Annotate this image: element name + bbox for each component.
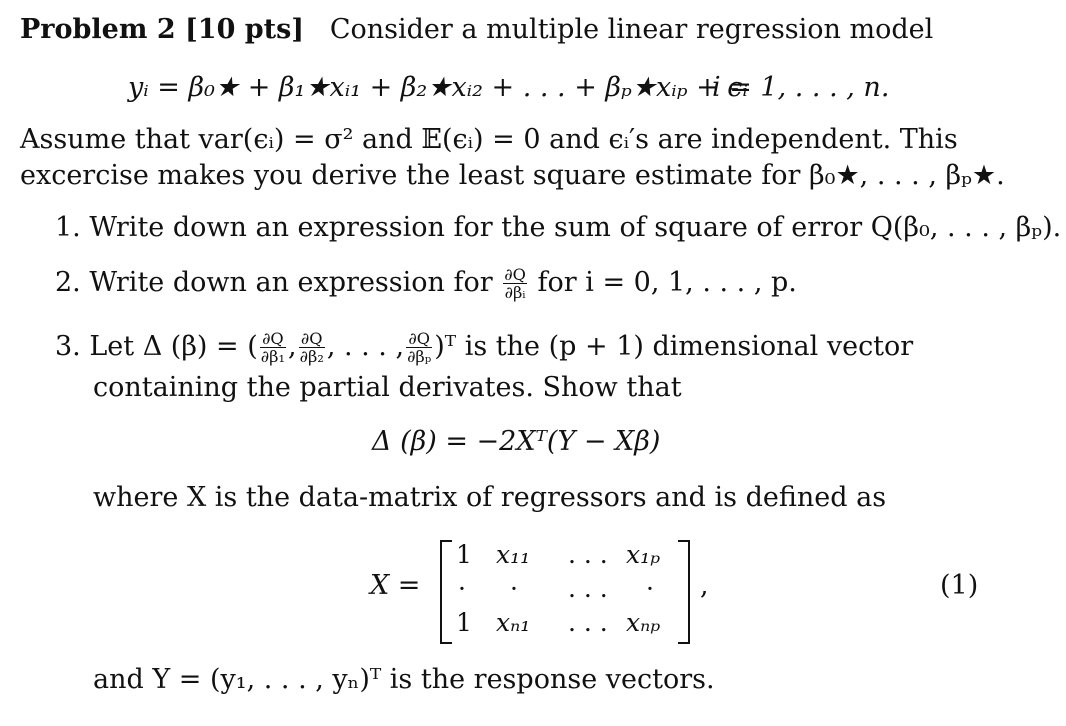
matrix-cell: . . .	[568, 574, 608, 603]
partial-q-fraction: $\frac{\partial Q}{\text{∂βᵢ}}$	[504, 265, 526, 302]
matrix-right-bracket	[678, 540, 690, 644]
item-2-text-before: Write down an expression for	[89, 267, 493, 298]
assumption-line-2: excercise makes you derive the least square estimate for β₀★, . . . , βₚ★.	[20, 160, 1005, 191]
matrix-cell: xₙ₁	[496, 608, 531, 637]
data-matrix	[440, 540, 690, 640]
model-equation	[128, 72, 748, 103]
matrix-cell: xₙₚ	[626, 608, 661, 637]
matrix-cell: x₁₁	[496, 540, 531, 569]
partial-q-betap-fraction: $\frac{\partial Q}{\text{∂βₚ}}$	[407, 329, 432, 366]
closing-line: and Y = (y₁, . . . , yₙ)ᵀ is the response vectors.	[93, 664, 715, 695]
matrix-cell: 1	[456, 608, 472, 637]
model-equation-range: i = 1, . . . , n.	[712, 72, 890, 103]
model-equation-lhs: yᵢ = β₀★ + β₁★xᵢ₁ + β₂★xᵢ₂ + . . . + βₚ★xᵢₚ + ϵᵢ	[128, 72, 748, 103]
item-1-text: Write down an expression for the sum of square of error Q(β₀, . . . , βₚ).	[89, 212, 1062, 243]
item-2-number: 2.	[55, 267, 81, 298]
item-1-number: 1.	[55, 212, 81, 243]
item-3-line-2: containing the partial derivates. Show that	[93, 372, 682, 403]
assumption-line-1: Assume that var(ϵᵢ) = σ² and 𝔼(ϵᵢ) = 0 and ϵᵢ′s are independent. This	[20, 124, 958, 155]
item-1	[55, 212, 1061, 243]
matrix-cell: x₁ₚ	[626, 540, 661, 569]
matrix-cell: . . .	[568, 540, 608, 569]
partial-q-beta1-fraction: $\frac{\partial Q}{\text{∂β₁}}$	[260, 329, 285, 366]
item-3-suffix: )ᵀ is the (p + 1) dimensional vector	[434, 331, 914, 362]
matrix-cell: . . .	[568, 608, 608, 637]
item-2-text-after: for i = 0, 1, . . . , p.	[537, 267, 797, 298]
matrix-cell: ·	[646, 574, 654, 603]
item-3-dots: , . . . ,	[326, 331, 405, 362]
matrix-cell: ·	[510, 574, 518, 603]
where-text: where X is the data-matrix of regressors and is defined as	[93, 482, 887, 513]
matrix-cell: 1	[456, 540, 472, 569]
item-3-number: 3.	[55, 331, 81, 362]
item-3-line-1: 3. Let Δ (β) = ( $\frac{\partial Q}{\text{∂β₁}}$ , $\frac{\partial Q}{\text{∂β₂}}$ , . . . , $\frac{\partial Q}{\text{∂βₚ}}$ )ᵀ is the (p + 1) dimensional vector	[55, 329, 914, 366]
item-3-prefix: Let Δ (β) = (	[89, 331, 258, 362]
equation-number: (1)	[940, 570, 979, 601]
partial-q-beta2-fraction: $\frac{\partial Q}{\text{∂β₂}}$	[299, 329, 324, 366]
problem-header	[20, 14, 933, 45]
display-equation: Δ (β) = −2Xᵀ(Y − Xβ)	[372, 426, 661, 457]
matrix-cell: ·	[458, 574, 466, 603]
matrix-lhs: X =	[370, 570, 421, 601]
problem-intro: Consider a multiple linear regression model	[329, 14, 934, 45]
matrix-left-bracket	[440, 540, 452, 644]
problem-heading: Problem 2 [10 pts]	[20, 14, 305, 45]
item-2	[55, 266, 797, 301]
matrix-trailing-comma: ,	[700, 570, 709, 601]
